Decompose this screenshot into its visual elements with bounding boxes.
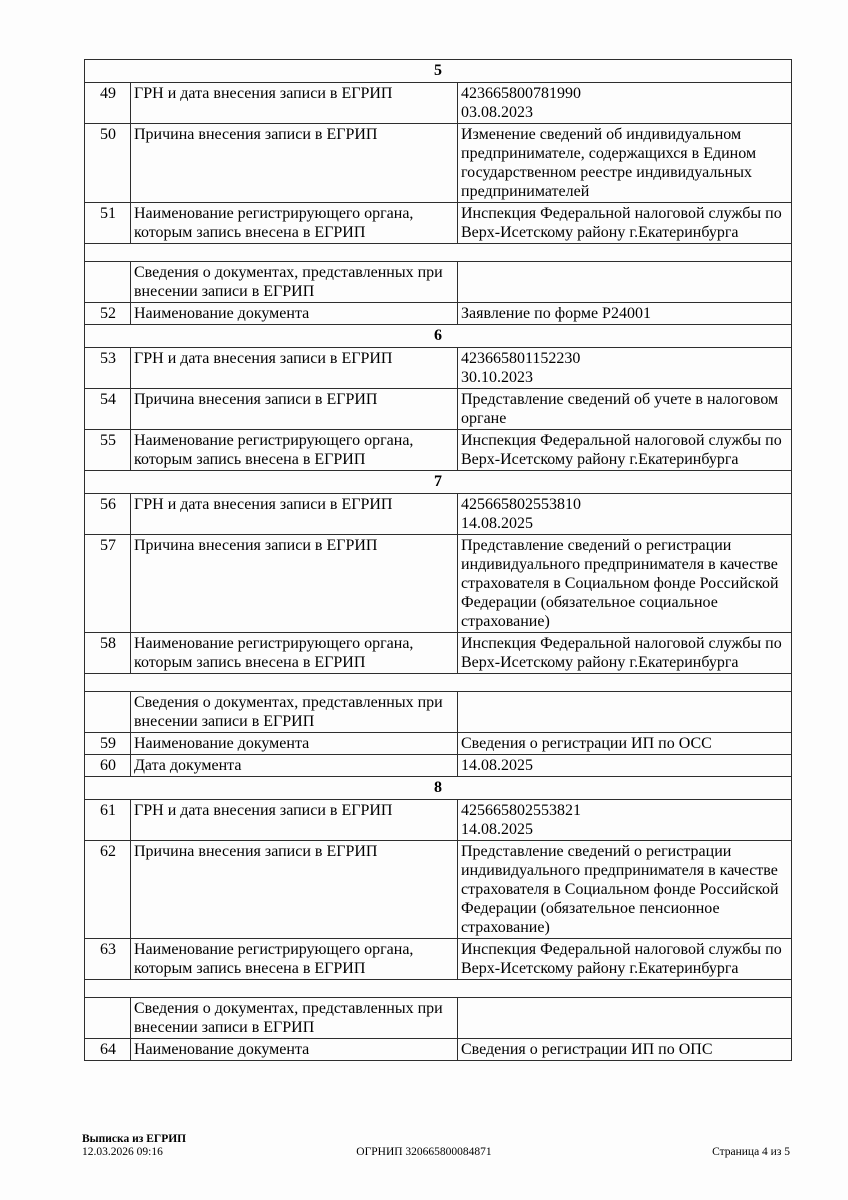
record-row	[85, 733, 792, 755]
record-row	[85, 124, 792, 203]
record-value-cell	[458, 83, 792, 124]
record-row	[85, 203, 792, 244]
spacer-cell	[85, 674, 792, 692]
record-row	[85, 83, 792, 124]
section-number: 5	[85, 60, 792, 83]
record-row	[85, 348, 792, 389]
section-number: 8	[85, 777, 792, 800]
documents-header-row	[85, 692, 792, 733]
egrip-table-body	[85, 60, 792, 1061]
record-value-cell: Сведения о регистрации ИП по ОСС	[458, 733, 792, 755]
record-label-cell: ГРН и дата внесения записи в ЕГРИП	[131, 494, 458, 535]
record-value-cell	[458, 800, 792, 841]
record-row	[85, 389, 792, 430]
record-label-cell: Наименование документа	[131, 733, 458, 755]
record-label-cell: Наименование регистрирующего органа, которым запись внесена в ЕГРИП	[131, 633, 458, 674]
record-row	[85, 800, 792, 841]
record-value-cell	[458, 348, 792, 389]
footer-ogrnip: ОГРНИП 320665800084871	[356, 1146, 492, 1158]
documents-header-row	[85, 998, 792, 1039]
record-number-cell: 49	[85, 83, 131, 124]
record-value-cell: Представление сведений об учете в налоговом органе	[458, 389, 792, 430]
record-number-cell: 50	[85, 124, 131, 203]
record-number-cell: 58	[85, 633, 131, 674]
record-label-cell: Причина внесения записи в ЕГРИП	[131, 124, 458, 203]
record-value-line: 14.08.2025	[461, 821, 533, 838]
section-number: 6	[85, 325, 792, 348]
record-label-cell: ГРН и дата внесения записи в ЕГРИП	[131, 800, 458, 841]
record-number-cell: 63	[85, 939, 131, 980]
record-value-line: 425665802553821	[461, 802, 581, 819]
record-value-cell	[458, 998, 792, 1039]
spacer-cell	[85, 244, 792, 262]
section-number-row	[85, 325, 792, 348]
egrip-records-table	[84, 59, 792, 1061]
record-row	[85, 841, 792, 939]
record-row	[85, 939, 792, 980]
record-value-line: 425665802553810	[461, 496, 581, 513]
spacer-row	[85, 244, 792, 262]
footer-datetime: 12.03.2026 09:16	[82, 1146, 163, 1158]
record-row	[85, 303, 792, 325]
record-row	[85, 535, 792, 633]
section-number-row	[85, 471, 792, 494]
record-row	[85, 430, 792, 471]
documents-header-cell: Сведения о документах, представленных при внесении записи в ЕГРИП	[131, 262, 458, 303]
documents-header-row	[85, 262, 792, 303]
record-row	[85, 755, 792, 777]
record-value-line: 423665800781990	[461, 85, 581, 102]
record-label-cell: Причина внесения записи в ЕГРИП	[131, 841, 458, 939]
record-value-cell: Заявление по форме Р24001	[458, 303, 792, 325]
record-value-cell	[458, 494, 792, 535]
record-number-cell: 54	[85, 389, 131, 430]
record-label-cell: Наименование документа	[131, 1039, 458, 1061]
record-value-cell: Представление сведений о регистрации индивидуального предпринимателя в качестве страхователя в Социальном фонде Российской Федерации (обязательное пенсионное страхование)	[458, 841, 792, 939]
record-label-cell: Причина внесения записи в ЕГРИП	[131, 389, 458, 430]
record-number-cell: 57	[85, 535, 131, 633]
record-value-line: 423665801152230	[461, 350, 581, 367]
spacer-row	[85, 980, 792, 998]
record-label-cell: Наименование регистрирующего органа, которым запись внесена в ЕГРИП	[131, 203, 458, 244]
record-row	[85, 633, 792, 674]
record-value-line: 03.08.2023	[461, 104, 533, 121]
documents-header-cell: Сведения о документах, представленных при внесении записи в ЕГРИП	[131, 692, 458, 733]
record-label-cell: Наименование регистрирующего органа, которым запись внесена в ЕГРИП	[131, 430, 458, 471]
record-label-cell: Дата документа	[131, 755, 458, 777]
section-number-row	[85, 777, 792, 800]
record-value-cell: Инспекция Федеральной налоговой службы по Верх-Исетскому району г.Екатеринбурга	[458, 633, 792, 674]
record-label-cell: Наименование регистрирующего органа, которым запись внесена в ЕГРИП	[131, 939, 458, 980]
record-value-cell	[458, 692, 792, 733]
record-number-cell: 53	[85, 348, 131, 389]
record-number-cell: 56	[85, 494, 131, 535]
record-row	[85, 494, 792, 535]
record-value-cell: Изменение сведений об индивидуальном предпринимателе, содержащихся в Едином государственном реестре индивидуальных предпринимателей	[458, 124, 792, 203]
section-number-row	[85, 60, 792, 83]
record-value-cell: Инспекция Федеральной налоговой службы по Верх-Исетскому району г.Екатеринбурга	[458, 430, 792, 471]
spacer-cell	[85, 980, 792, 998]
record-number-cell: 52	[85, 303, 131, 325]
documents-header-cell: Сведения о документах, представленных при внесении записи в ЕГРИП	[131, 998, 458, 1039]
record-label-cell: Причина внесения записи в ЕГРИП	[131, 535, 458, 633]
record-label-cell: Наименование документа	[131, 303, 458, 325]
record-number-cell: 55	[85, 430, 131, 471]
record-value-cell	[458, 262, 792, 303]
footer-page-number: Страница 4 из 5	[712, 1146, 790, 1158]
section-number: 7	[85, 471, 792, 494]
record-value-line: 30.10.2023	[461, 369, 533, 386]
record-value-cell: Инспекция Федеральной налоговой службы по Верх-Исетскому району г.Екатеринбурга	[458, 939, 792, 980]
record-value-cell: Инспекция Федеральной налоговой службы по Верх-Исетскому району г.Екатеринбурга	[458, 203, 792, 244]
record-number-cell: 64	[85, 1039, 131, 1061]
record-number-cell: 61	[85, 800, 131, 841]
record-number-cell: 60	[85, 755, 131, 777]
record-number-cell	[85, 262, 131, 303]
record-value-cell: Сведения о регистрации ИП по ОПС	[458, 1039, 792, 1061]
record-number-cell: 59	[85, 733, 131, 755]
record-label-cell: ГРН и дата внесения записи в ЕГРИП	[131, 348, 458, 389]
record-number-cell: 62	[85, 841, 131, 939]
record-number-cell	[85, 998, 131, 1039]
record-value-cell: 14.08.2025	[458, 755, 792, 777]
record-row	[85, 1039, 792, 1061]
record-label-cell: ГРН и дата внесения записи в ЕГРИП	[131, 83, 458, 124]
record-number-cell: 51	[85, 203, 131, 244]
footer-doc-title: Выписка из ЕГРИП	[82, 1133, 187, 1145]
record-number-cell	[85, 692, 131, 733]
record-value-cell: Представление сведений о регистрации индивидуального предпринимателя в качестве страхователя в Социальном фонде Российской Федерации (обязательное социальное страхование)	[458, 535, 792, 633]
spacer-row	[85, 674, 792, 692]
record-value-line: 14.08.2025	[461, 515, 533, 532]
